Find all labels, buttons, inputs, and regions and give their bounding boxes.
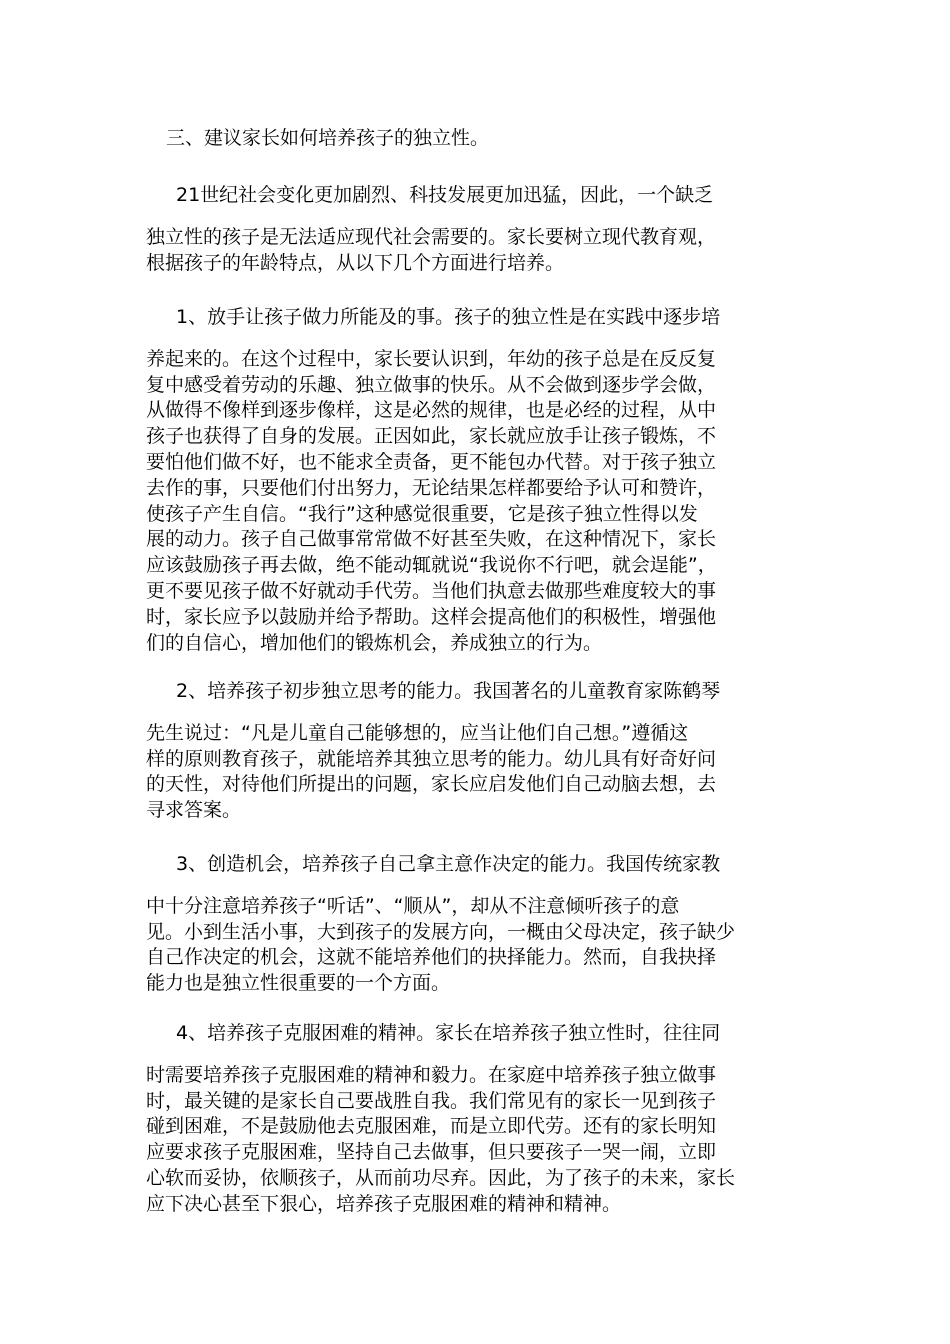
paragraph-point-4 bbox=[146, 1021, 814, 1218]
text-line: 使孩子产生自信。“我行”这种感觉很重要，它是孩子独立性得以发 bbox=[146, 502, 698, 525]
text-line: 应下决心甚至下狠心，培养孩子克服困难的精神和精神。 bbox=[146, 1192, 622, 1215]
text-line: 4、培养孩子克服困难的精神。家长在培养孩子独立性时，往往同 bbox=[176, 1022, 721, 1044]
text-line: 独立性的孩子是无法适应现代社会需要的。家长要树立现代教育观， bbox=[146, 225, 717, 248]
text-line: 自己作决定的机会，这就不能培养他们的抉择能力。然而，自我抉择 bbox=[146, 946, 717, 969]
paragraph-point-3 bbox=[146, 852, 814, 997]
text-line: 先生说过：“凡是儿童自己能够想的，应当让他们自己想。”遵循这 bbox=[146, 721, 689, 744]
text-line: 心软而妥协，依顺孩子，从而前功尽弃。因此，为了孩子的未来，家长 bbox=[146, 1166, 736, 1189]
text-line: 应该鼓励孩子再去做，绝不能动辄就说“我说你不行吧，就会逞能”， bbox=[146, 554, 717, 577]
paragraph-point-1 bbox=[146, 305, 814, 656]
text-line: 应要求孩子克服困难，坚持自己去做事，但只要孩子一哭一闹，立即 bbox=[146, 1141, 717, 1164]
text-line: 去作的事，只要他们付出努力，无论结果怎样都要给予认可和赞许， bbox=[146, 476, 717, 499]
text-line: 们的自信心，增加他们的锻炼机会，养成独立的行为。 bbox=[146, 631, 603, 654]
text-line: 1、放手让孩子做力所能及的事。孩子的独立性是在实践中逐步培 bbox=[176, 306, 721, 328]
text-line: 孩子也获得了自身的发展。正因如此，家长就应放手让孩子锻炼，不 bbox=[146, 425, 717, 448]
text-line: 的天性，对待他们所提出的问题，家长应启发他们自己动脑去想，去 bbox=[146, 773, 717, 796]
text-line: 时需要培养孩子克服困难的精神和毅力。在家庭中培养孩子独立做事 bbox=[146, 1063, 717, 1086]
text-line: 见。小到生活小事，大到孩子的发展方向，一概由父母决定，孩子缺少 bbox=[146, 920, 736, 943]
text-line: 中十分注意培养孩子“听话”、“顺从”，却从不注意倾听孩子的意 bbox=[146, 894, 680, 917]
text-line: 要怕他们做不好，也不能求全责备，更不能包办代替。对于孩子独立 bbox=[146, 450, 717, 473]
paragraph-point-2 bbox=[146, 679, 814, 824]
section-heading: 三、建议家长如何培养孩子的独立性。 bbox=[166, 127, 490, 149]
text-line: 2、培养孩子初步独立思考的能力。我国著名的儿童教育家陈鹤琴 bbox=[176, 680, 721, 702]
text-line: 时，最关键的是家长自己要战胜自我。我们常见有的家长一见到孩子 bbox=[146, 1089, 717, 1112]
text-line: 根据孩子的年龄特点，从以下几个方面进行培养。 bbox=[146, 251, 565, 274]
text-line: 时，家长应予以鼓励并给予帮助。这样会提高他们的积极性，增强他 bbox=[146, 605, 717, 628]
paragraph-intro bbox=[146, 183, 814, 276]
text-line: 复中感受着劳动的乐趣、独立做事的快乐。从不会做到逐步学会做， bbox=[146, 373, 717, 396]
text-line: 3、创造机会，培养孩子自己拿主意作决定的能力。我国传统家教 bbox=[176, 853, 721, 875]
text-line: 更不要见孩子做不好就动手代劳。当他们执意去做那些难度较大的事 bbox=[146, 579, 717, 602]
text-line: 样的原则教育孩子，就能培养其独立思考的能力。幼儿具有好奇好问 bbox=[146, 747, 717, 770]
text-line: 21世纪社会变化更加剧烈、科技发展更加迅猛，因此，一个缺乏 bbox=[176, 184, 714, 206]
text-line: 养起来的。在这个过程中，家长要认识到，年幼的孩子总是在反反复 bbox=[146, 347, 717, 370]
text-line: 展的动力。孩子自己做事常常做不好甚至失败，在这种情况下，家长 bbox=[146, 528, 717, 551]
text-line: 碰到困难，不是鼓励他去克服困难，而是立即代劳。还有的家长明知 bbox=[146, 1115, 717, 1138]
text-line: 从做得不像样到逐步像样，这是必然的规律，也是必经的过程，从中 bbox=[146, 399, 717, 422]
text-line: 能力也是独立性很重要的一个方面。 bbox=[146, 972, 451, 995]
text-line: 寻求答案。 bbox=[146, 799, 242, 822]
